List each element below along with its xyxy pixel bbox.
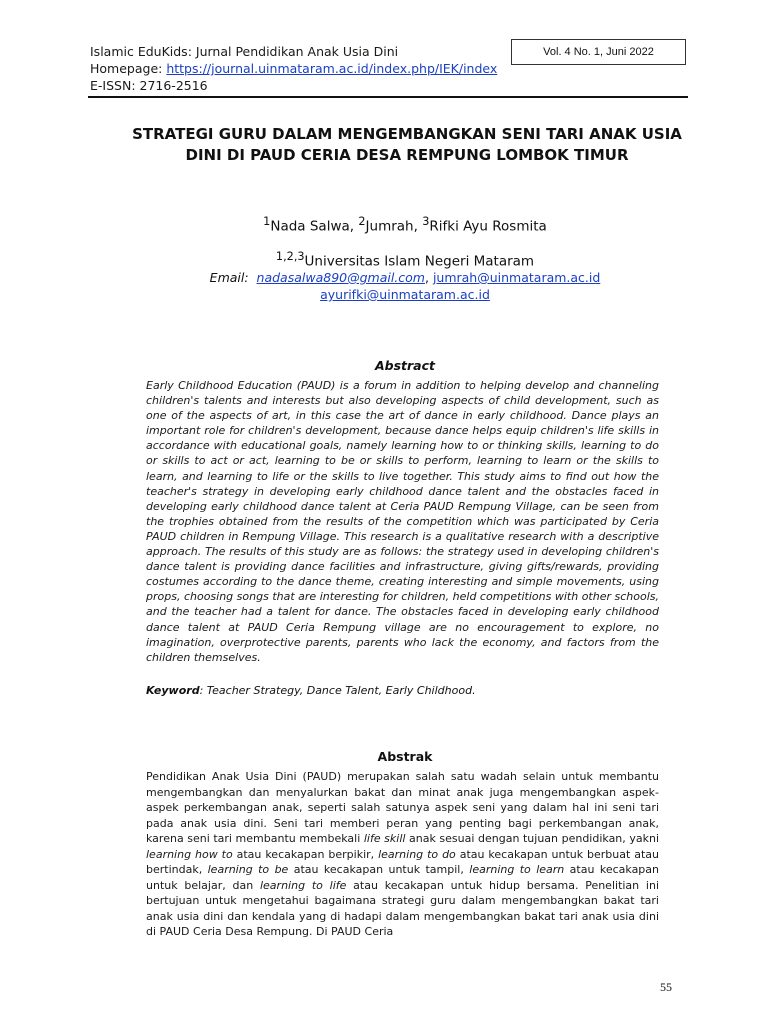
abstrak-segment: atau kecakapan berpikir,: [232, 847, 379, 861]
header-divider: [88, 96, 688, 98]
author-sup: 3: [422, 215, 430, 228]
abstract-text: Early Childhood Education (PAUD) is a forum in addition to helping develop and channeling children's talents and interests but also developing aspects of child development, such as one of the aspects of art, in this case the art of dance in early childhood. Dance plays an important role for children's development, because dance helps equip children's life skills in accordance with educational goals, namely learning how to or thinking skills, learning to do or skills to act or act, learning to be or skills to perform, learning to learn or the skills to learn, and learning to life or the skills to live together. This study aims to find out how the teacher's strategy in developing early childhood dance talent and the obstacles faced in developing early childhood dance talent at Ceria PAUD Rempung Village, can be seen from the trophies obtained from the results of the competition which was participated by Ceria PAUD children in Rempung Village. This research is a qualitative research with a descriptive approach. The results of this study are as follows: the strategy used in developing children's dance talent is providing dance facilities and infrastructure, giving gifts/rewards, providing costumes according to the dance theme, creating interesting and simple movements, using props, choosing songs that are interesting for children, held competitions with other schools, and the teacher had a talent for dance. The obstacles faced in developing early childhood dance talent at PAUD Ceria Rempung village are no encouragement to explore, no imagination, overprotective parents, parents who lack the economy, and factors from the children themselves.: [146, 379, 659, 664]
email-label: Email:: [209, 270, 249, 285]
paper-title: STRATEGI GURU DALAM MENGEMBANGKAN SENI TARI ANAK USIA DINI DI PAUD CERIA DESA REMPUNG LOMBOK TIMUR: [132, 125, 682, 164]
journal-name: Islamic EduKids: Jurnal Pendidikan Anak Usia Dini: [90, 44, 399, 59]
author-name: Nada Salwa: [270, 218, 350, 235]
affiliation-sup: 1,2,3: [275, 250, 305, 263]
keyword-line: [146, 684, 659, 697]
homepage-link[interactable]: https://journal.uinmataram.ac.id/index.php/IEK/index: [166, 61, 498, 76]
abstrak-segment: atau kecakapan untuk berbuat atau bertindak,: [146, 847, 660, 876]
email-link-1[interactable]: nadasalwa890@gmail.com: [256, 270, 425, 285]
issn: E-ISSN: 2716-2516: [90, 78, 208, 93]
author-sup: 2: [358, 215, 366, 228]
abstrak-italic-term: learning to do: [378, 847, 456, 861]
author-name: Jumrah: [365, 218, 414, 235]
email-block: Email: nadasalwa890@gmail.com, jumrah@uinmataram.ac.id ayurifki@uinmataram.ac.id: [209, 270, 601, 302]
abstrak-segment: atau kecakapan untuk belajar, dan: [146, 863, 660, 892]
email-link-3[interactable]: ayurifki@uinmataram.ac.id: [320, 287, 490, 302]
abstrak-text: [146, 769, 659, 940]
abstrak-italic-term: learning to life: [259, 878, 347, 892]
author-sup: 1: [263, 215, 271, 228]
abstrak-italic-term: life skill: [363, 832, 406, 845]
author-name: Rifki Ayu Rosmita: [429, 218, 547, 235]
authors-line: $^1$Nada Salwa, $^2$Jumrah, $^3$Rifki Ayu Rosmita: [263, 215, 547, 235]
abstrak-segment: Pendidikan Anak Usia Dini (PAUD) merupakan salah satu wadah selain untuk membantu mengembangkan dan menyalurkan bakat dan minat anak juga mengembangkan aspek-aspek perkembangan anak, seperti salah satunya aspek seni yang dalam hal ini seni tari pada anak usia dini. Seni tari memberi peran yang penting bagi perkembangan anak, karena seni tari membantu membekali: [146, 770, 659, 845]
page-number: 55: [660, 980, 672, 994]
abstrak-segment: atau kecakapan untuk tampil,: [288, 863, 470, 876]
affiliation: [100, 250, 710, 270]
abstrak-italic-term: learning how to: [146, 847, 233, 861]
keyword-label: Keyword: [146, 684, 200, 697]
keyword-values: : Teacher Strategy, Dance Talent, Early Childhood.: [199, 684, 476, 697]
abstract-heading: Abstract: [374, 358, 436, 373]
volume-box: Vol. 4 No. 1, Juni 2022: [511, 39, 686, 65]
abstrak-segment: atau kecakapan untuk hidup bersama. Penelitian ini bertujuan untuk mengetahui bagaimana strategi guru dalam mengembangkan bakat tari anak usia dini dan kendala yang di hadapi dalam mengembangkan bakat tari anak usia dini di PAUD Ceria Desa Rempung. Di PAUD Ceria: [146, 878, 660, 938]
affiliation-name: Universitas Islam Negeri Mataram: [304, 253, 535, 270]
abstrak-segment: anak sesuai dengan tujuan pendidikan, yakni: [405, 832, 659, 845]
homepage-label: Homepage:: [90, 61, 167, 76]
email-link-2[interactable]: jumrah@uinmataram.ac.id: [432, 270, 601, 285]
abstrak-italic-term: learning to be: [207, 863, 289, 876]
abstrak-italic-term: learning to learn: [469, 863, 565, 876]
abstrak-heading: Abstrak: [377, 749, 433, 764]
